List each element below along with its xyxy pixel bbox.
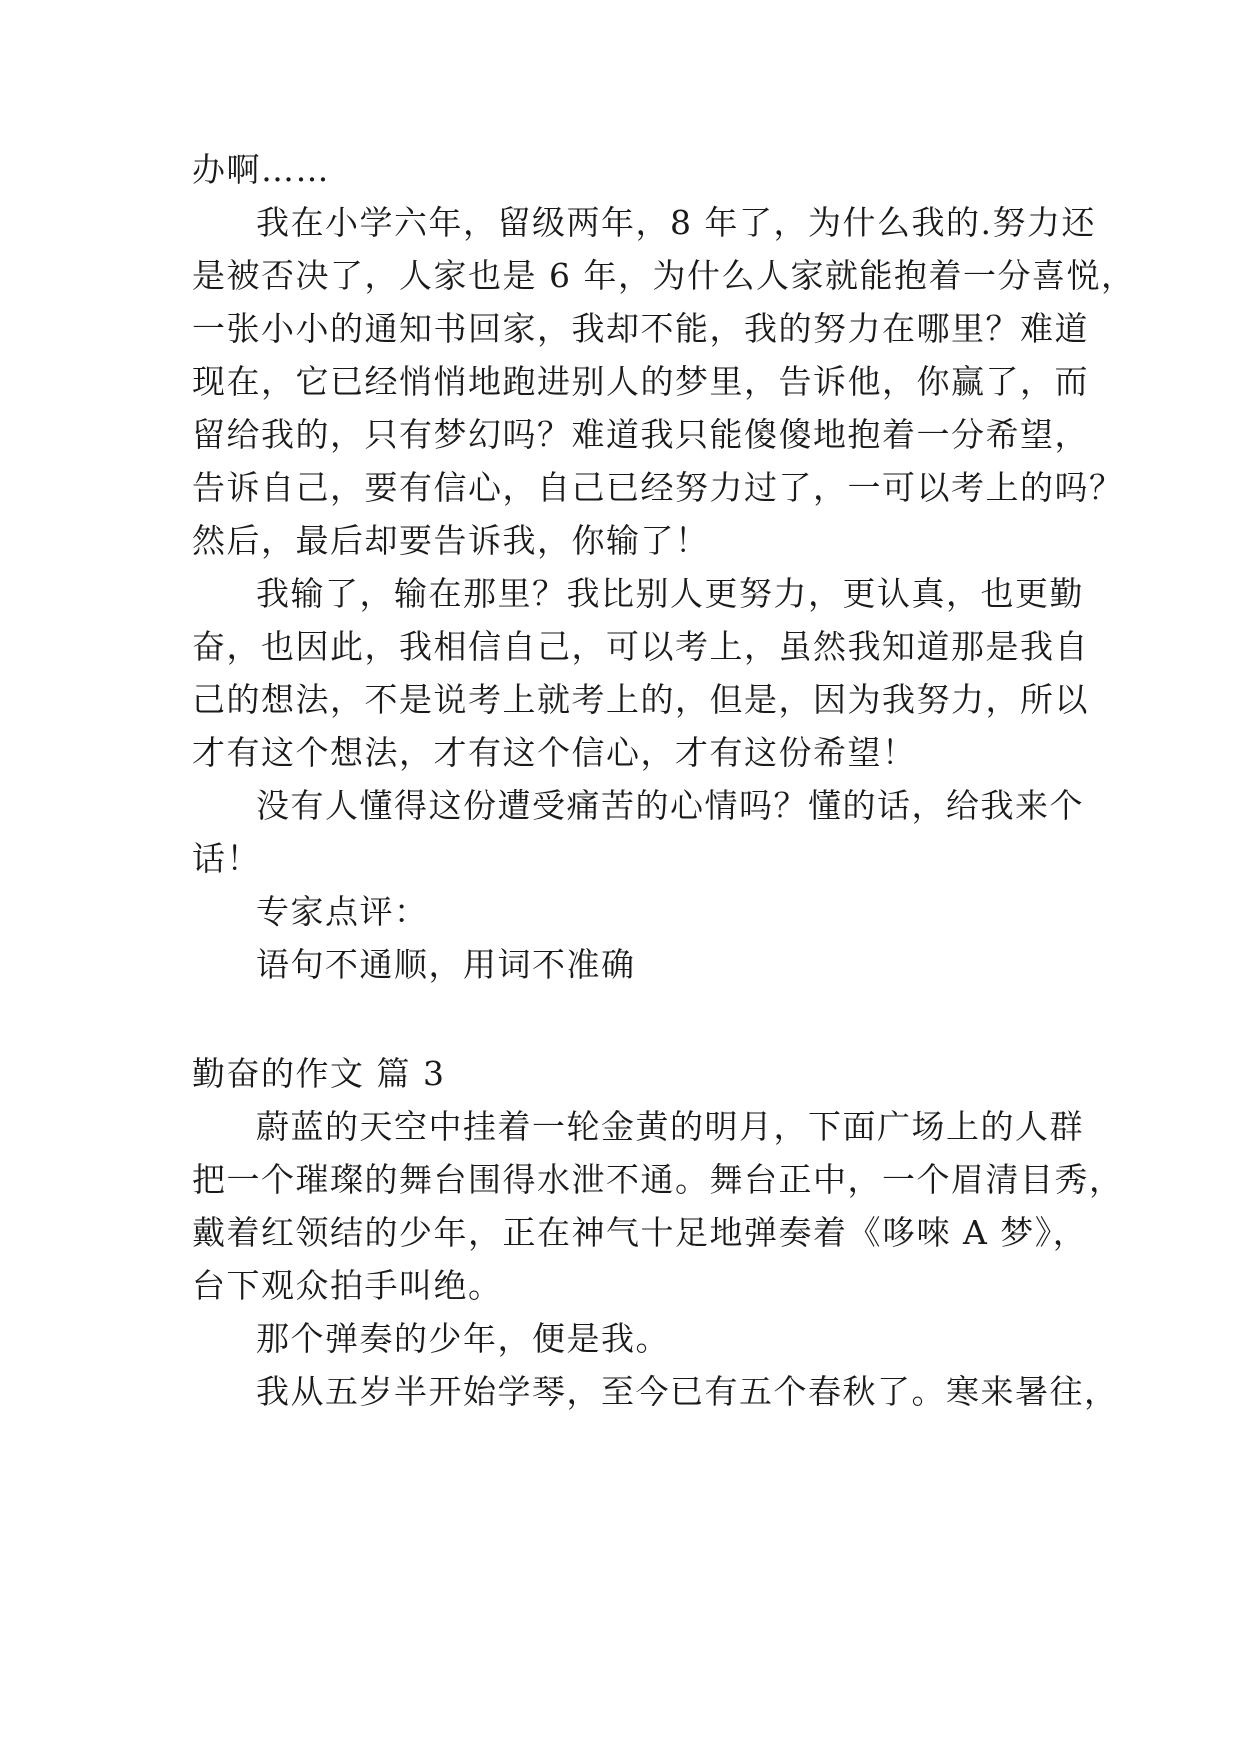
text-line: 办啊…… (192, 150, 330, 189)
text-line: 然后，最后却要告诉我，你输了！ (192, 521, 710, 560)
review-heading: 专家点评： (256, 892, 429, 931)
text-line: 是被否决了，人家也是 6 年，为什么人家就能抱着一分喜悦， (192, 256, 1136, 295)
paragraph-start: 我在小学六年，留级两年，8 年了，为什么我的.努力还 (256, 203, 1096, 242)
paragraph-start: 我从五岁半开始学琴，至今已有五个春秋了。寒来暑往， (256, 1372, 1119, 1411)
paragraph-start: 我输了，输在那里？我比别人更努力，更认真，也更勤 (256, 574, 1084, 613)
section-title: 勤奋的作文 篇 3 (192, 1054, 446, 1093)
review-text: 语句不通顺，用词不准确 (256, 945, 636, 984)
text-line: 现在，它已经悄悄地跑进别人的梦里，告诉他，你赢了，而 (192, 362, 1089, 401)
text-line: 告诉自己，要有信心，自己已经努力过了，一可以考上的吗？ (192, 468, 1124, 507)
text-line: 戴着红领结的少年，正在神气十足地弹奏着《哆唻 A 梦》， (192, 1213, 1088, 1252)
text-line: 己的想法，不是说考上就考上的，但是，因为我努力，所以 (192, 680, 1089, 719)
text-line: 话！ (192, 839, 261, 878)
text-line: 才有这个想法，才有这个信心，才有这份希望！ (192, 733, 917, 772)
paragraph-start: 那个弹奏的少年，便是我。 (256, 1319, 670, 1358)
text-line: 一张小小的通知书回家，我却不能，我的努力在哪里？难道 (192, 309, 1089, 348)
text-line: 留给我的，只有梦幻吗？难道我只能傻傻地抱着一分希望， (192, 415, 1089, 454)
text-line: 把一个璀璨的舞台围得水泄不通。舞台正中，一个眉清目秀， (192, 1160, 1124, 1199)
paragraph-start: 蔚蓝的天空中挂着一轮金黄的明月，下面广场上的人群 (256, 1107, 1084, 1146)
text-line: 奋，也因此，我相信自己，可以考上，虽然我知道那是我自 (192, 627, 1089, 666)
text-line: 台下观众拍手叫绝。 (192, 1266, 503, 1305)
paragraph-start: 没有人懂得这份遭受痛苦的心情吗？懂的话，给我来个 (256, 786, 1084, 825)
